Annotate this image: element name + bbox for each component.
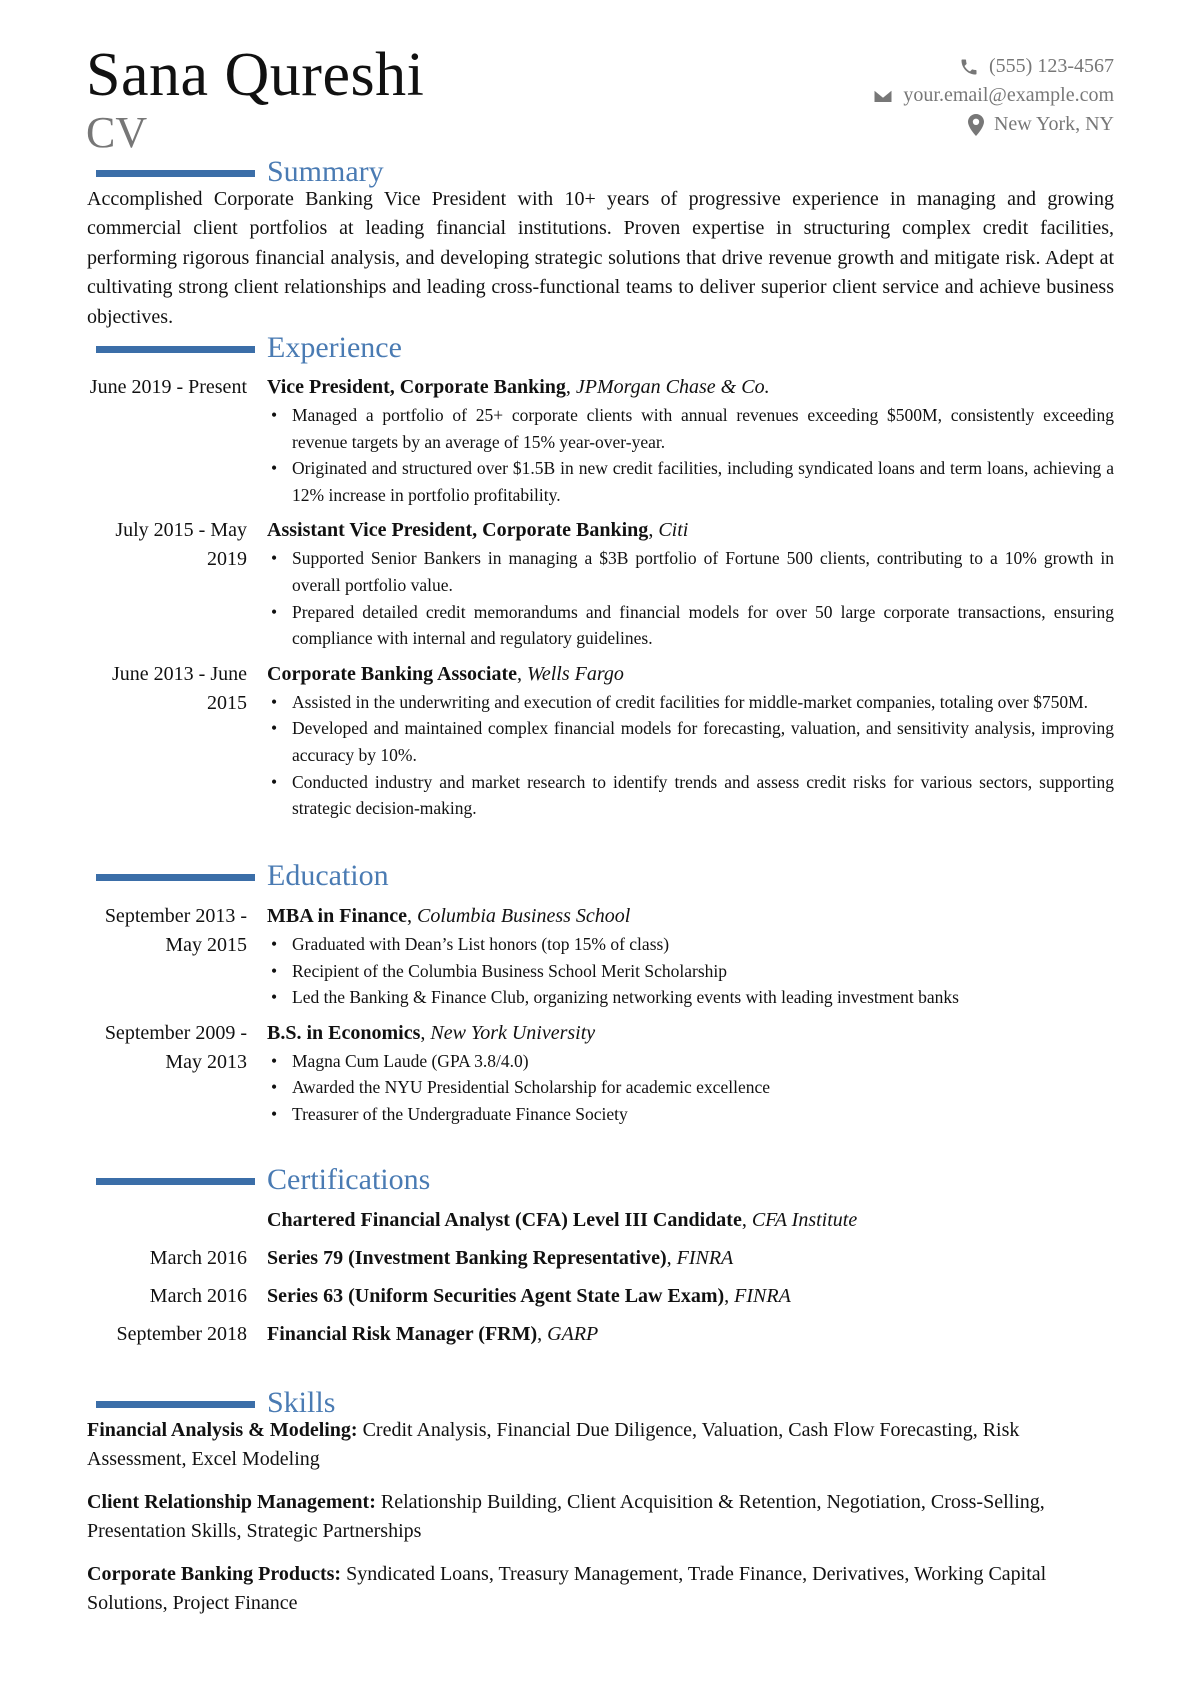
section-bar <box>96 1401 255 1408</box>
entry-organization: Columbia Business School <box>417 905 631 927</box>
entry-date: June 2013 - June 2015 <box>112 662 247 714</box>
entry-date: September 2013 - May 2015 <box>104 905 247 956</box>
entry-heading: Vice President, Corporate Banking, JPMorgan Chase & Co. <box>267 376 770 398</box>
bullet-item: • Developed and maintained complex financial models for forecasting, valuation, and sensitivity analysis, improving accuracy by 10%. <box>292 715 1114 768</box>
contact-phone <box>873 52 1114 81</box>
bullet-item: • Recipient of the Columbia Business School Merit Scholarship <box>292 958 1114 985</box>
bullet-item: • Led the Banking & Finance Club, organizing networking events with leading investment banks <box>292 984 1114 1011</box>
entry-title: Corporate Banking Associate <box>267 662 517 685</box>
entry-date: September 2009 - May 2013 <box>104 1021 247 1073</box>
bullet-item: • Magna Cum Laude (GPA 3.8/4.0) <box>292 1048 1114 1075</box>
certification-heading: Financial Risk Manager (FRM), GARP <box>267 1323 599 1345</box>
section-header-education <box>96 858 1116 894</box>
skill-values: Credit Analysis, Financial Due Diligence, Valuation, Cash Flow Forecasting, Risk Assessment, Excel Modeling <box>87 1419 1020 1471</box>
certification-title: Series 63 (Uniform Securities Agent State Law Exam) <box>267 1285 725 1307</box>
contact-email <box>873 81 1114 110</box>
entry-bullets <box>267 545 1114 651</box>
entry-bullets <box>267 931 1114 1011</box>
entry-heading: MBA in Finance, Columbia Business School <box>267 905 631 927</box>
skill-values: Relationship Building, Client Acquisition & Retention, Negotiation, Cross-Selling, Presentation Skills, Strategic Partnerships <box>87 1490 1045 1543</box>
certification-date: March 2016 <box>149 1285 247 1307</box>
entry-title: B.S. in Economics <box>267 1021 421 1044</box>
contact-location <box>873 110 1114 139</box>
skill-group <box>87 1488 1114 1547</box>
entry-heading: B.S. in Economics, New York University <box>267 1021 596 1044</box>
entry-organization: Citi <box>658 519 689 542</box>
skill-category: Client Relationship Management: <box>87 1490 376 1513</box>
certification-heading: Series 63 (Uniform Securities Agent State Law Exam), FINRA <box>267 1285 791 1307</box>
section-bar <box>96 874 255 881</box>
entry-heading: Corporate Banking Associate, Wells Fargo <box>267 662 624 685</box>
skills-list <box>87 1416 1114 1631</box>
section-title: Skills <box>267 1386 336 1419</box>
certification-title: Chartered Financial Analyst (CFA) Level III Candidate <box>267 1209 742 1231</box>
bullet-item: • Conducted industry and market research to identify trends and assess credit risks for various sectors, supporting strategic decision-making. <box>292 769 1114 822</box>
entry-bullets <box>267 402 1114 508</box>
certifications-list <box>87 1206 1114 1358</box>
skill-category: Financial Analysis & Modeling: <box>87 1419 358 1441</box>
bullet-item: • Originated and structured over $1.5B in new credit facilities, including syndicated loans and term loans, achieving a 12% increase in portfolio profitability. <box>292 455 1114 508</box>
location-text: New York, NY <box>993 113 1114 135</box>
entry-bullets <box>267 689 1114 822</box>
section-title: Certifications <box>267 1163 431 1196</box>
bullet-item: • Prepared detailed credit memorandums and financial models for over 50 large corporate transactions, ensuring compliance with internal and regulatory guidelines. <box>292 599 1114 652</box>
experience-entry <box>87 516 1114 651</box>
bullet-item: • Supported Senior Bankers in managing a $3B portfolio of Fortune 500 clients, contributing to a 10% growth in overall portfolio value. <box>292 545 1114 598</box>
certification-date: September 2018 <box>116 1323 247 1345</box>
certification-title: Financial Risk Manager (FRM) <box>267 1323 538 1345</box>
education-entry <box>87 1019 1114 1128</box>
section-bar <box>96 170 255 177</box>
bullet-item: • Assisted in the underwriting and execution of credit facilities for middle-market companies, totaling over $750M. <box>292 689 1114 716</box>
document-subtitle: CV <box>86 108 148 157</box>
summary-text: Accomplished Corporate Banking Vice President with 10+ years of progressive experience in managing and growing commercial client portfolios at leading financial institutions. Proven expertise in structuring complex credit facilities, performing rigorous financial analysis, and developing strategic solutions that drive revenue growth and mitigate risk. Adept at cultivating strong client relationships and leading cross-functional teams to deliver superior client service and achieve business objectives. <box>87 188 1114 328</box>
contact-info <box>873 52 1114 139</box>
entry-date: July 2015 - May 2019 <box>115 519 247 571</box>
certification-entry <box>87 1282 1114 1311</box>
entry-title: Assistant Vice President, Corporate Banking <box>267 519 649 542</box>
section-title: Experience <box>267 331 402 364</box>
section-header-experience <box>96 330 1116 366</box>
education-entry <box>87 902 1114 1011</box>
entry-heading: Assistant Vice President, Corporate Banking, Citi <box>267 519 689 542</box>
section-bar <box>96 346 255 353</box>
map-marker-icon <box>968 114 984 136</box>
entry-organization: Wells Fargo <box>527 662 624 685</box>
bullet-item: • Treasurer of the Undergraduate Finance Society <box>292 1101 1114 1128</box>
skill-group <box>87 1560 1114 1619</box>
skill-group <box>87 1416 1114 1475</box>
entry-organization: New York University <box>430 1021 596 1044</box>
phone-icon <box>959 57 979 77</box>
section-title: Summary <box>267 155 384 188</box>
bullet-item: • Managed a portfolio of 25+ corporate clients with annual revenues exceeding $500M, consistently exceeding revenue targets by an average of 15% year-over-year. <box>292 402 1114 455</box>
certification-entry <box>87 1206 1114 1235</box>
certification-issuer: FINRA <box>734 1285 791 1307</box>
envelope-icon <box>873 88 893 104</box>
email-link[interactable]: your.email@example.com <box>903 84 1114 106</box>
entry-organization: JPMorgan Chase & Co. <box>575 376 770 398</box>
experience-entry <box>87 660 1114 822</box>
entry-title: MBA in Finance <box>267 905 408 927</box>
entry-bullets <box>267 1048 1114 1128</box>
certification-issuer: GARP <box>547 1323 599 1345</box>
certification-entry <box>87 1320 1114 1349</box>
certification-date: March 2016 <box>149 1247 247 1269</box>
experience-list <box>87 373 1114 830</box>
section-bar <box>96 1178 255 1185</box>
skill-values: Syndicated Loans, Treasury Management, Trade Finance, Derivatives, Working Capital Solutions, Project Finance <box>87 1562 1047 1615</box>
entry-date: June 2019 - Present <box>89 376 247 398</box>
entry-title: Vice President, Corporate Banking <box>267 376 566 398</box>
bullet-item: • Graduated with Dean’s List honors (top 15% of class) <box>292 931 1114 958</box>
certification-issuer: CFA Institute <box>751 1209 858 1231</box>
certification-issuer: FINRA <box>676 1247 734 1269</box>
certification-heading: Series 79 (Investment Banking Representative), FINRA <box>267 1247 734 1269</box>
bullet-item: • Awarded the NYU Presidential Scholarship for academic excellence <box>292 1074 1114 1101</box>
education-list <box>87 902 1114 1136</box>
skill-category: Corporate Banking Products: <box>87 1562 342 1585</box>
candidate-name: Sana Qureshi <box>86 41 425 109</box>
section-title: Education <box>267 859 389 892</box>
certification-title: Series 79 (Investment Banking Representative) <box>267 1247 667 1269</box>
experience-entry <box>87 373 1114 508</box>
phone-text[interactable]: (555) 123-4567 <box>989 55 1114 77</box>
certification-entry <box>87 1244 1114 1273</box>
certification-heading: Chartered Financial Analyst (CFA) Level III Candidate, CFA Institute <box>267 1209 858 1231</box>
section-header-certifications <box>96 1162 1116 1198</box>
